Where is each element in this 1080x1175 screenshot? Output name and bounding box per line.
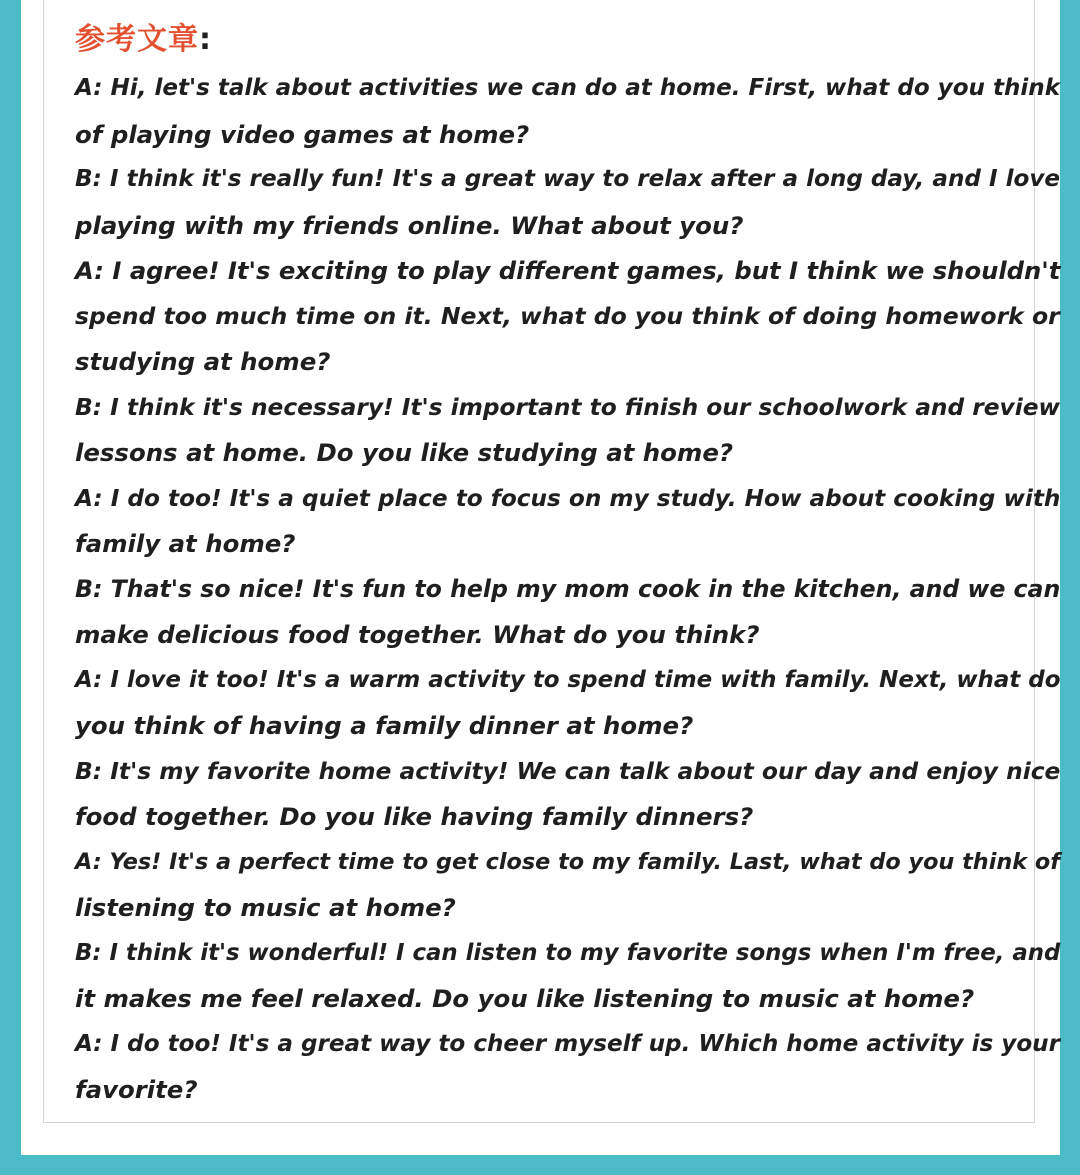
dialogue-line: listening to music at home? [75,893,456,922]
heading-label: 参考文章 [75,22,199,57]
dialogue-line: A: I do too! It's a quiet place to focus on my study. How about cooking with [75,484,1061,512]
dialogue-line: spend too much time on it. Next, what do you think of doing homework or [75,301,1060,330]
dialogue-line: B: I think it's really fun! It's a great way to relax after a long day, and I love [75,166,1061,192]
dialogue-line: A: I do too! It's a great way to cheer myself up. Which home activity is your [75,1030,1060,1057]
dialogue-line: B: That's so nice! It's fun to help my mom cook in the kitchen, and we can [75,574,1061,603]
dialogue-line: of playing video games at home? [75,119,530,149]
dialogue-line: favorite? [75,1075,198,1104]
dialogue-line: A: Hi, let's talk about activities we can do at home. First, what do you think [75,75,1061,101]
dialogue-line: A: I love it too! It's a warm activity to spend time with family. Next, what do [75,666,1061,693]
dialogue-line: food together. Do you like having family dinners? [75,802,754,831]
dialogue-line: family at home? [75,529,296,558]
dialogue-line: playing with my friends online. What about you? [75,210,744,240]
article-card [43,0,1061,1123]
dialogue-text [75,66,1065,1113]
dialogue-line: A: I agree! It's exciting to play different games, but I think we shouldn't [75,256,1061,285]
dialogue-line: it makes me feel relaxed. Do you like listening to music at home? [75,984,975,1013]
page-background [21,0,1060,1155]
dialogue-line: studying at home? [75,347,331,376]
dialogue-line: lessons at home. Do you like studying at home? [75,438,734,467]
dialogue-line: B: It's my favorite home activity! We can talk about our day and enjoy nice [75,756,1061,785]
dialogue-line: you think of having a family dinner at home? [75,711,694,740]
dialogue-line: make delicious food together. What do you think? [75,620,760,649]
dialogue-line: A: Yes! It's a perfect time to get close to my family. Last, what do you think of [75,848,1060,875]
dialogue-line: B: I think it's wonderful! I can listen to my favorite songs when I'm free, and [75,939,1061,966]
heading-colon: : [199,22,212,57]
article-heading [75,18,212,62]
dialogue-line: B: I think it's necessary! It's important to finish our schoolwork and review [75,393,1060,421]
